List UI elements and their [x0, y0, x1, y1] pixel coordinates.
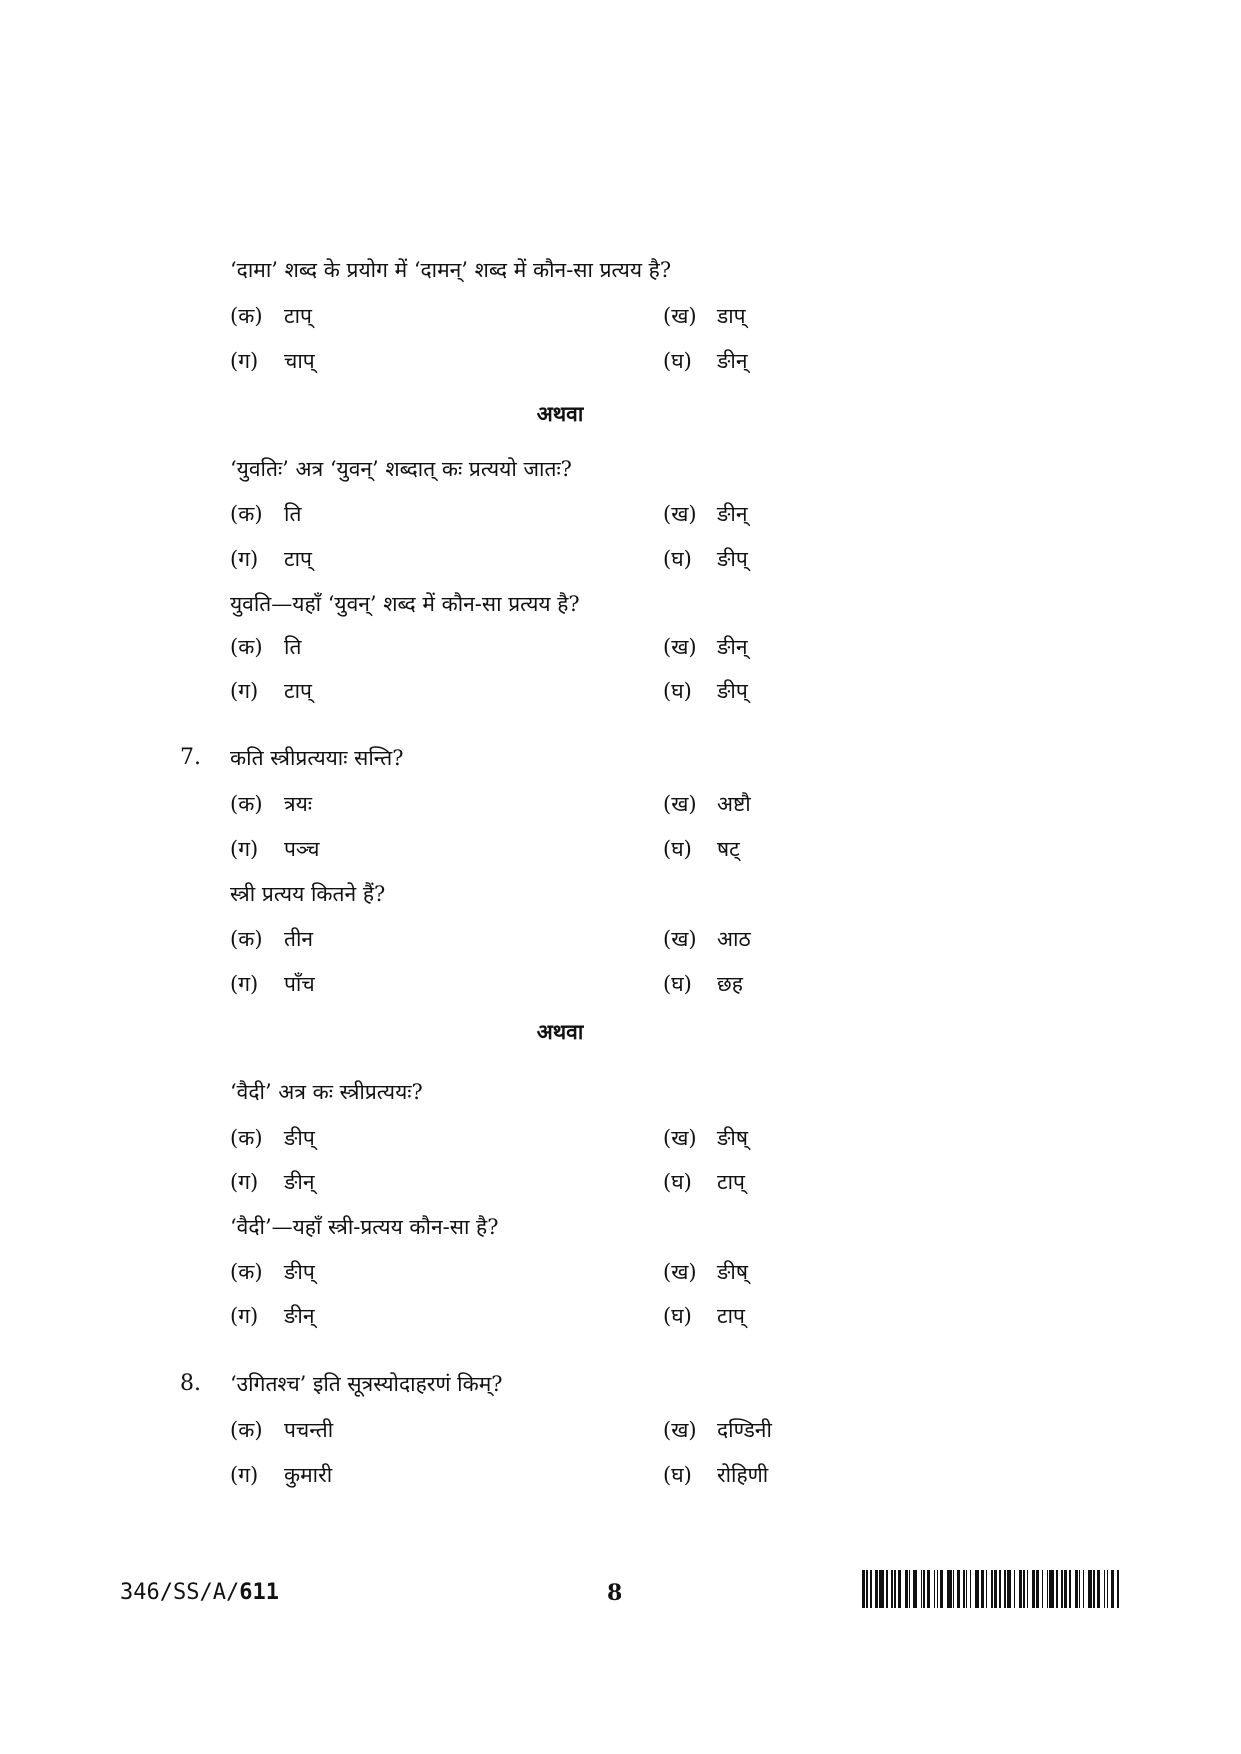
barcode-bar	[1117, 1570, 1119, 1608]
option-text: दण्डिनी	[717, 1418, 772, 1442]
option	[663, 1124, 748, 1152]
barcode-bar	[875, 1570, 878, 1608]
option-label: (ख)	[663, 792, 697, 816]
option-text: ङीष्	[717, 1260, 748, 1284]
option-text: ङीन्	[284, 1170, 315, 1194]
option	[663, 1168, 745, 1196]
barcode	[862, 1570, 1122, 1608]
barcode-bar	[940, 1570, 943, 1608]
option	[230, 1302, 314, 1330]
barcode-bar	[921, 1570, 923, 1608]
barcode-bar	[966, 1570, 968, 1608]
option	[663, 1302, 745, 1330]
option-text: ङीप्	[717, 679, 748, 703]
barcode-bar	[1079, 1570, 1081, 1608]
option	[663, 677, 748, 705]
barcode-bar	[1004, 1570, 1006, 1608]
barcode-bar	[986, 1570, 988, 1608]
barcode-bar	[898, 1570, 901, 1608]
question-text: युवति—यहाँ ‘युवन्’ शब्द में कौन-सा प्रत्यय है?	[230, 592, 580, 616]
option-label: (घ)	[663, 1463, 692, 1487]
barcode-bar	[1027, 1570, 1029, 1608]
question-text: कति स्त्रीप्रत्ययाः सन्ति?	[230, 746, 404, 770]
option	[663, 633, 747, 661]
question-number: 8.	[180, 1371, 201, 1396]
option-label: (ग)	[230, 1463, 259, 1487]
barcode-bar	[879, 1570, 884, 1608]
barcode-bar	[1097, 1570, 1100, 1608]
barcode-bar	[981, 1570, 984, 1608]
option-text: टाप्	[717, 1304, 745, 1328]
option-text: ङीप्	[717, 547, 748, 571]
option-text: छह	[717, 972, 743, 996]
barcode-bar	[1014, 1570, 1016, 1608]
option	[230, 1124, 315, 1152]
option-label: (घ)	[663, 972, 692, 996]
option-label: (घ)	[663, 1304, 692, 1328]
option-text: ति	[284, 635, 302, 659]
option-label: (क)	[230, 792, 263, 816]
barcode-bar	[963, 1570, 965, 1608]
athava-divider: अथवा	[536, 401, 584, 426]
barcode-bar	[1042, 1570, 1044, 1608]
option	[230, 1258, 315, 1286]
barcode-bar	[1007, 1570, 1012, 1608]
option	[663, 1416, 772, 1444]
option-text: अष्टौ	[717, 792, 751, 816]
option-label: (ख)	[663, 304, 697, 328]
option	[230, 1168, 314, 1196]
barcode-bar	[937, 1570, 939, 1608]
option-text: रोहिणी	[717, 1463, 769, 1487]
option-label: (घ)	[663, 1170, 692, 1194]
paper-code	[120, 1580, 279, 1605]
option-text: आठ	[717, 927, 751, 951]
barcode-bar	[1061, 1570, 1063, 1608]
question-text: ‘दामा’ शब्द के प्रयोग में ‘दामन्’ शब्द में कौन-सा प्रत्यय है?	[230, 258, 672, 282]
barcode-bar	[923, 1570, 925, 1608]
option-text: ङीप्	[284, 1126, 315, 1150]
option-text: पञ्च	[284, 837, 320, 861]
option	[663, 1461, 768, 1489]
question-text: ‘वैदी’—यहाँ स्त्री-प्रत्यय कौन-सा है?	[230, 1215, 499, 1239]
option	[230, 835, 320, 863]
option-label: (ग)	[230, 972, 259, 996]
option-text: ङीन्	[284, 1304, 315, 1328]
barcode-bar	[891, 1570, 893, 1608]
page-number: 8	[607, 1580, 623, 1606]
barcode-bar	[866, 1570, 868, 1608]
barcode-bar	[894, 1570, 896, 1608]
barcode-bar	[1023, 1570, 1025, 1608]
barcode-bar	[927, 1570, 930, 1608]
option	[663, 1258, 748, 1286]
option-label: (ख)	[663, 1260, 697, 1284]
option-text: कुमारी	[284, 1463, 333, 1487]
option	[230, 302, 312, 330]
option	[230, 347, 315, 375]
option-text: ति	[284, 502, 302, 526]
option-text: पाँच	[284, 972, 315, 996]
option-label: (ख)	[663, 502, 697, 526]
option-label: (क)	[230, 927, 263, 951]
barcode-bar	[1032, 1570, 1035, 1608]
barcode-bar	[1056, 1570, 1058, 1608]
option	[663, 790, 751, 818]
option-text: तीन	[284, 927, 314, 951]
option-label: (क)	[230, 1260, 263, 1284]
barcode-bar	[1049, 1570, 1054, 1608]
question-text: स्त्री प्रत्यय कितने हैं?	[230, 882, 386, 906]
option-text: डाप्	[717, 304, 746, 328]
option	[230, 970, 315, 998]
option-label: (घ)	[663, 679, 692, 703]
barcode-bar	[991, 1570, 993, 1608]
option	[663, 347, 747, 375]
option-label: (क)	[230, 502, 263, 526]
option	[230, 1461, 332, 1489]
barcode-bar	[909, 1570, 911, 1608]
option-text: पचन्ती	[284, 1418, 334, 1442]
option-label: (ग)	[230, 679, 259, 703]
barcode-bar	[1047, 1570, 1049, 1608]
barcode-bar	[1075, 1570, 1078, 1608]
question-text: ‘वैदी’ अत्र कः स्त्रीप्रत्ययः?	[230, 1080, 423, 1104]
option	[230, 925, 313, 953]
barcode-bar	[975, 1570, 980, 1608]
barcode-bar	[862, 1570, 865, 1608]
barcode-bar	[913, 1570, 918, 1608]
option-label: (ख)	[663, 1126, 697, 1150]
option-label: (क)	[230, 1418, 263, 1442]
option-text: चाप्	[284, 349, 315, 373]
option	[663, 302, 746, 330]
question-text: ‘युवतिः’ अत्र ‘युवन्’ शब्दात् कः प्रत्ययो जातः?	[230, 457, 572, 481]
option	[230, 500, 301, 528]
barcode-bar	[1019, 1570, 1022, 1608]
barcode-bar	[1104, 1570, 1106, 1608]
option-text: ङीन्	[717, 349, 748, 373]
option-label: (क)	[230, 635, 263, 659]
barcode-bar	[1111, 1570, 1114, 1608]
option-text: त्रयः	[284, 792, 313, 816]
athava-divider: अथवा	[536, 1019, 584, 1044]
option-text: टाप्	[284, 679, 312, 703]
barcode-bar	[1083, 1570, 1085, 1608]
option	[230, 545, 312, 573]
option-text: ङीष्	[717, 1126, 748, 1150]
option	[230, 790, 312, 818]
option	[663, 835, 740, 863]
option-text: षट्	[717, 837, 740, 861]
option-text: ङीप्	[284, 1260, 315, 1284]
option-label: (घ)	[663, 837, 692, 861]
option-label: (ग)	[230, 837, 259, 861]
option-text: ङीन्	[717, 502, 748, 526]
question-text: ‘उगितश्च’ इति सूत्रस्योदाहरणं किम्?	[230, 1372, 503, 1396]
option-text: टाप्	[284, 304, 312, 328]
barcode-bar	[1069, 1570, 1071, 1608]
question-number: 7.	[180, 745, 201, 770]
option-label: (घ)	[663, 349, 692, 373]
barcode-bar	[1088, 1570, 1093, 1608]
option-text: टाप्	[717, 1170, 745, 1194]
option-label: (ग)	[230, 349, 259, 373]
option-label: (घ)	[663, 547, 692, 571]
barcode-bar	[870, 1570, 872, 1608]
barcode-bar	[970, 1570, 972, 1608]
option-text: ङीन्	[717, 635, 748, 659]
option-label: (ग)	[230, 1304, 259, 1328]
barcode-bar	[947, 1570, 952, 1608]
option-label: (क)	[230, 304, 263, 328]
paper-code-prefix: 346/SS/A/	[120, 1580, 240, 1605]
option-text: टाप्	[284, 547, 312, 571]
barcode-bar	[953, 1570, 955, 1608]
barcode-bar	[994, 1570, 997, 1608]
option	[230, 677, 312, 705]
barcode-bar	[905, 1570, 908, 1608]
barcode-bar	[1093, 1570, 1095, 1608]
option-label: (क)	[230, 1126, 263, 1150]
option-label: (ग)	[230, 547, 259, 571]
option	[663, 970, 743, 998]
barcode-bar	[1036, 1570, 1039, 1608]
option	[230, 1416, 333, 1444]
barcode-bar	[957, 1570, 960, 1608]
barcode-bar	[999, 1570, 1001, 1608]
option-label: (ख)	[663, 1418, 697, 1442]
option	[663, 925, 751, 953]
option	[663, 500, 747, 528]
paper-code-number: 611	[239, 1580, 279, 1605]
barcode-bar	[1107, 1570, 1109, 1608]
option-label: (ख)	[663, 927, 697, 951]
option-label: (ग)	[230, 1170, 259, 1194]
barcode-bar	[934, 1570, 936, 1608]
option	[230, 633, 301, 661]
barcode-bar	[886, 1570, 888, 1608]
option	[663, 545, 748, 573]
barcode-bar	[1064, 1570, 1067, 1608]
option-label: (ख)	[663, 635, 697, 659]
